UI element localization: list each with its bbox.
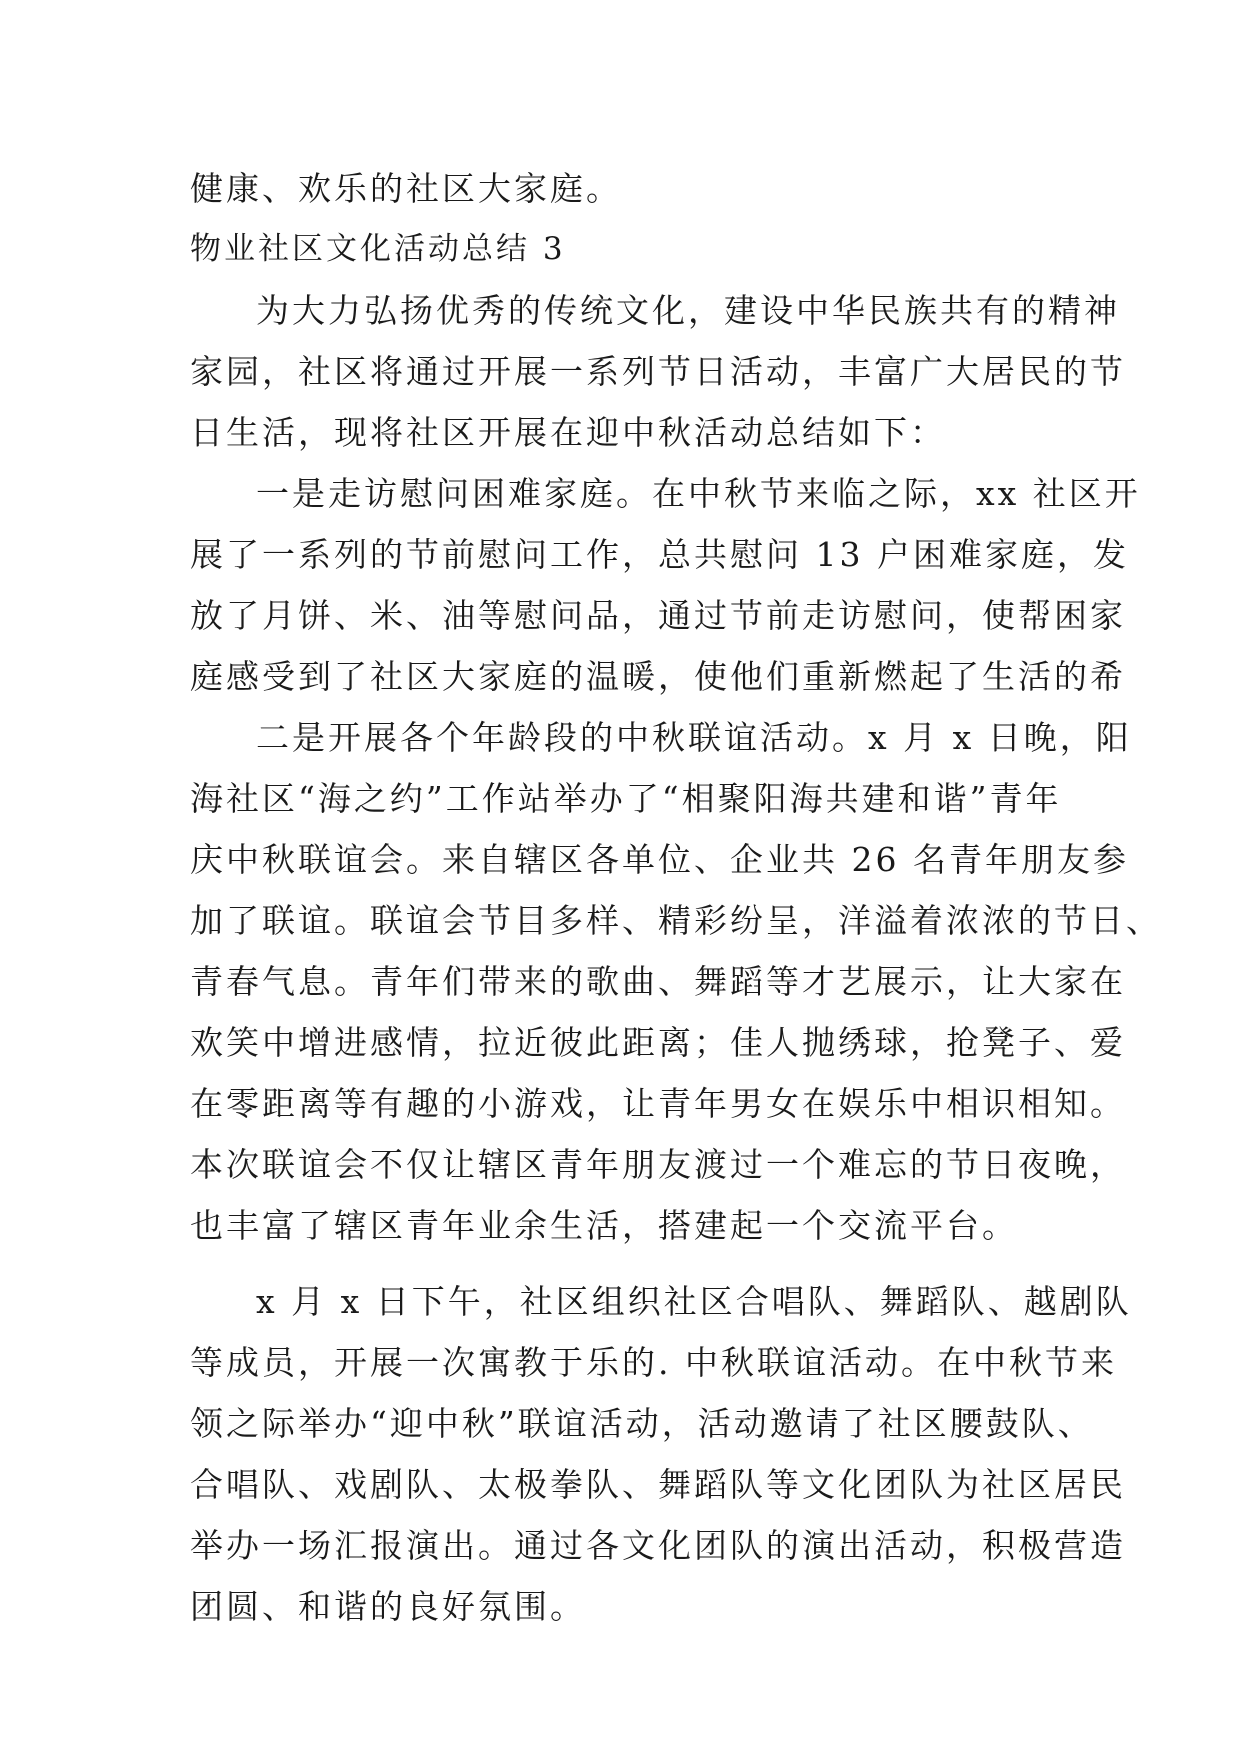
text-line: 领之际举办“迎中秋”联谊活动，活动邀请了社区腰鼓队、 — [190, 1404, 1094, 1443]
text-line: 为大力弘扬优秀的传统文化，建设中华民族共有的精神 — [256, 291, 1120, 330]
text-line: 日生活，现将社区开展在迎中秋活动总结如下： — [190, 413, 946, 452]
text-line: 合唱队、戏剧队、太极拳队、舞蹈队等文化团队为社区居民 — [190, 1465, 1126, 1504]
section-heading: 物业社区文化活动总结 3 — [190, 231, 566, 267]
text-line: 一是走访慰问困难家庭。在中秋节来临之际，xx 社区开 — [256, 474, 1141, 513]
text-line: 也丰富了辖区青年业余生活，搭建起一个交流平台。 — [190, 1206, 1018, 1245]
text-line: 放了月饼、米、油等慰问品，通过节前走访慰问，使帮困家 — [190, 596, 1126, 635]
text-line: 海社区“海之约”工作站举办了“相聚阳海共建和谐”青年 — [190, 779, 1062, 818]
text-line: 青春气息。青年们带来的歌曲、舞蹈等才艺展示，让大家在 — [190, 962, 1126, 1001]
text-line: 庭感受到了社区大家庭的温暖，使他们重新燃起了生活的希 — [190, 657, 1126, 696]
text-line: 团圆、和谐的良好氛围。 — [190, 1587, 586, 1626]
text-line: 展了一系列的节前慰问工作，总共慰问 13 户困难家庭，发 — [190, 535, 1129, 574]
text-line: 本次联谊会不仅让辖区青年朋友渡过一个难忘的节日夜晚， — [190, 1145, 1126, 1184]
text-line: 庆中秋联谊会。来自辖区各单位、企业共 26 名青年朋友参 — [190, 840, 1129, 879]
text-line: 举办一场汇报演出。通过各文化团队的演出活动，积极营造 — [190, 1526, 1126, 1565]
text-line: 在零距离等有趣的小游戏，让青年男女在娱乐中相识相知。 — [190, 1084, 1126, 1123]
text-line: x 月 x 日下午，社区组织社区合唱队、舞蹈队、越剧队 — [256, 1282, 1132, 1321]
text-line: 等成员，开展一次寓教于乐的. 中秋联谊活动。在中秋节来 — [190, 1343, 1117, 1382]
text-line: 加了联谊。联谊会节目多样、精彩纷呈，洋溢着浓浓的节日、 — [190, 901, 1162, 940]
text-line: 健康、欢乐的社区大家庭。 — [190, 169, 622, 208]
text-line: 欢笑中增进感情，拉近彼此距离；佳人抛绣球，抢凳子、爱 — [190, 1023, 1126, 1062]
text-line: 家园，社区将通过开展一系列节日活动，丰富广大居民的节 — [190, 352, 1126, 391]
document-body — [190, 158, 1162, 1637]
text-line: 二是开展各个年龄段的中秋联谊活动。x 月 x 日晚，阳 — [256, 718, 1132, 757]
